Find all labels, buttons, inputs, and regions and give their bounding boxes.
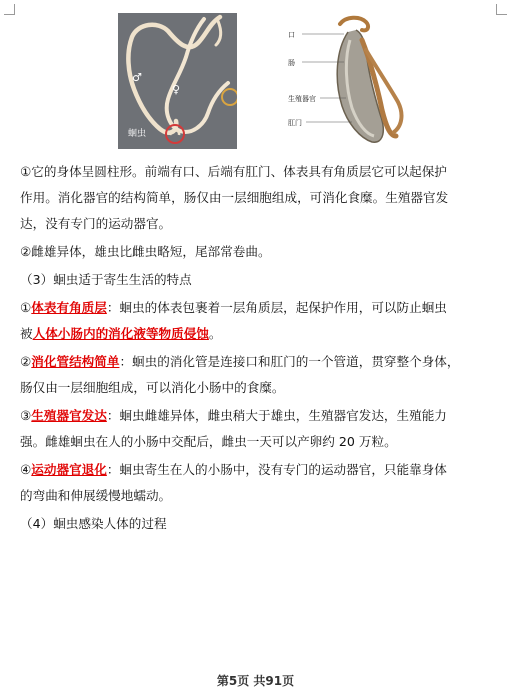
photo-caption: 蛔虫	[128, 129, 147, 139]
feature-number: ③	[20, 408, 32, 423]
feature-number: ①	[20, 300, 32, 315]
roundworm-anatomy-diagram	[286, 10, 436, 152]
feature-text: ：蛔虫寄生在人的小肠中，没有专门的运动器官，只能靠身体	[106, 462, 447, 477]
feature-text: ：蛔虫的消化管是连接口和肛门的一个管道，贯穿整个身体，	[119, 354, 460, 369]
highlighted-phrase: 人体小肠内的消化液等物质侵蚀	[32, 326, 209, 341]
paragraph-line: ①它的身体呈圆柱形。前端有口、后端有肛门、体表具有角质层它可以起保护	[20, 164, 447, 179]
section-heading: （4）蛔虫感染人体的过程	[20, 516, 167, 531]
feature-line	[20, 321, 492, 347]
feature-line	[20, 349, 492, 375]
page-corner-mark	[4, 4, 15, 15]
section-heading: （3）蛔虫适于寄生生活的特点	[20, 272, 192, 287]
label-anus: 肛门	[288, 119, 302, 127]
paragraph-line: 作用。消化器官的结构简单，肠仅由一层细胞组成，可消化食糜。生殖器官发	[20, 190, 449, 205]
feature-term: 体表有角质层	[31, 300, 107, 315]
feature-number: ②	[20, 354, 32, 369]
feature-term: 生殖器官发达	[31, 408, 107, 423]
feature-line	[20, 295, 492, 321]
page-corner-mark	[496, 4, 507, 15]
feature-text: ：蛔虫的体表包裹着一层角质层，起保护作用，可以防止蛔虫	[106, 300, 447, 315]
body-text	[20, 159, 492, 537]
feature-line: 肠仅由一层细胞组成，可以消化小肠中的食糜。	[20, 380, 285, 395]
feature-text: 被	[20, 326, 33, 341]
feature-line: 强。雌雄蛔虫在人的小肠中交配后，雌虫一天可以产卵约 20 万粒。	[20, 434, 397, 449]
roundworm-photo	[118, 13, 237, 149]
male-symbol: ♀	[172, 83, 181, 96]
feature-line	[20, 403, 492, 429]
feature-number: ④	[20, 462, 32, 477]
feature-text: ：蛔虫雌雄异体，雌虫稍大于雄虫，生殖器官发达，生殖能力	[106, 408, 447, 423]
paragraph-line: 达，没有专门的运动器官。	[20, 216, 172, 231]
feature-term: 消化管结构简单	[31, 354, 120, 369]
label-intestine: 肠	[288, 59, 295, 67]
paragraph-line: ②雌雄异体，雄虫比雌虫略短，尾部常卷曲。	[20, 244, 271, 259]
page-number-footer: 第5页 共91页	[216, 674, 295, 688]
feature-line: 的弯曲和伸展缓慢地蠕动。	[20, 488, 172, 503]
feature-line	[20, 457, 492, 483]
feature-text: 。	[208, 326, 222, 341]
label-mouth: 口	[288, 31, 295, 39]
female-symbol: ♂	[132, 71, 142, 84]
label-reproductive-organ: 生殖器官	[288, 95, 316, 103]
feature-term: 运动器官退化	[31, 462, 107, 477]
